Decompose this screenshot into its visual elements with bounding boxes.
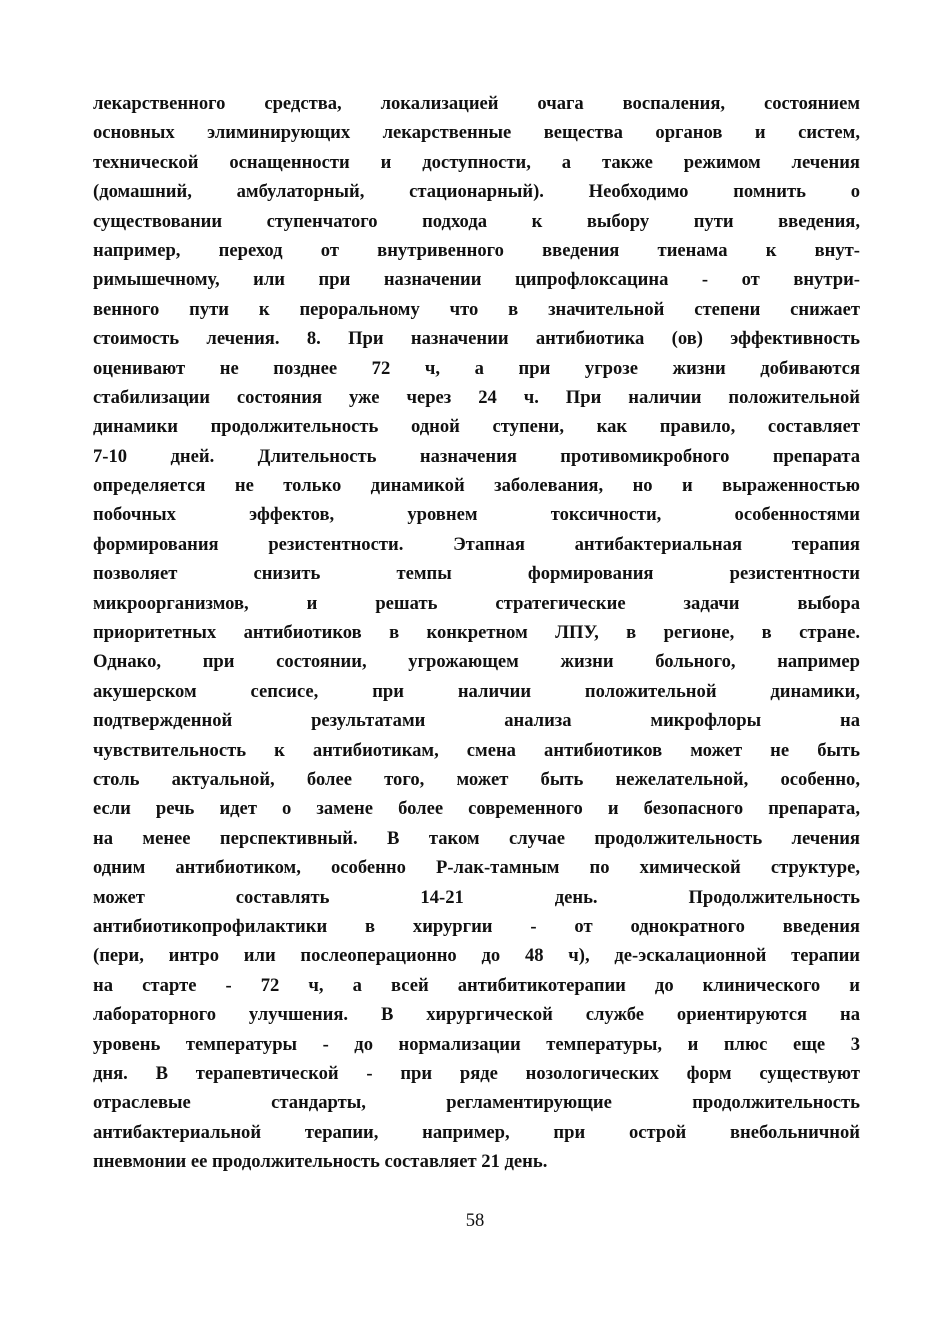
- page-number: 58: [465, 1210, 485, 1231]
- text-line: уровень температуры - до нормализации температуры, и плюс еще 3: [93, 1033, 860, 1055]
- text-line: лабораторного улучшения. В хирургической службе ориентируются на: [93, 1004, 860, 1026]
- text-line: дня. В терапевтической - при ряде нозологических форм существуют: [93, 1062, 860, 1084]
- text-line: определяется не только динамикой заболевания, но и выраженностью: [93, 475, 860, 497]
- text-line: лекарственного средства, локализацией очага воспаления, состоянием: [93, 93, 860, 114]
- text-line: (домашний, амбулаторный, стационарный). Необходимо помнить о: [93, 181, 860, 203]
- text-line: (пери, интро или послеоперационно до 48 ч), де-эскалационной терапии: [93, 945, 860, 967]
- text-line: римышечному, или при назначении ципрофлоксацина - от внутри-: [93, 269, 860, 291]
- text-line: на менее перспективный. В таком случае продолжительность лечения: [93, 827, 860, 849]
- text-line: пневмонии ее продолжительность составляет 21 день.: [93, 1151, 548, 1173]
- body-paragraph: [93, 89, 860, 1176]
- text-line: подтвержденной результатами анализа микрофлоры на: [93, 710, 860, 732]
- text-line: динамики продолжительность одной ступени, как правило, составляет: [93, 416, 860, 438]
- text-line: побочных эффектов, уровнем токсичности, особенностями: [93, 504, 860, 526]
- text-line: основных элиминирующих лекарственные вещества органов и систем,: [93, 122, 860, 144]
- text-line: акушерском сепсисе, при наличии положительной динамики,: [93, 680, 860, 702]
- text-line: на старте - 72 ч, а всей антибитикотерапии до клинического и: [93, 974, 860, 996]
- text-line: отраслевые стандарты, регламентирующие продолжительность: [93, 1092, 860, 1114]
- text-line: существовании ступенчатого подхода к выбору пути введения,: [93, 210, 860, 232]
- text-line: технической оснащенности и доступности, а также режимом лечения: [93, 151, 860, 173]
- text-line: например, переход от внутривенного введения тиенама к внут-: [93, 239, 860, 261]
- text-line: если речь идет о замене более современного и безопасного препарата,: [93, 798, 860, 820]
- text-line: Однако, при состоянии, угрожающем жизни больного, например: [93, 651, 860, 673]
- text-line: антибиотикопрофилактики в хирургии - от однократного введения: [93, 915, 860, 937]
- text-line: микроорганизмов, и решать стратегические задачи выбора: [93, 592, 860, 614]
- text-line: может составлять 14-21 день. Продолжительность: [93, 886, 860, 908]
- text-line: позволяет снизить темпы формирования резистентности: [93, 563, 860, 585]
- text-line: приоритетных антибиотиков в конкретном ЛПУ, в регионе, в стране.: [93, 622, 860, 644]
- text-line: столь актуальной, более того, может быть нежелательной, особенно,: [93, 768, 860, 790]
- text-line: оценивают не позднее 72 ч, а при угрозе жизни добиваются: [93, 357, 860, 379]
- text-line: антибактериальной терапии, например, при острой внебольничной: [93, 1121, 860, 1143]
- text-line: стоимость лечения. 8. При назначении антибиотика (ов) эффективность: [93, 328, 860, 350]
- text-line: стабилизации состояния уже через 24 ч. При наличии положительной: [93, 386, 860, 408]
- text-line: формирования резистентности. Этапная антибактериальная терапия: [93, 533, 860, 555]
- text-line: чувствительность к антибиотикам, смена антибиотиков может не быть: [93, 739, 860, 761]
- text-line: одним антибиотиком, особенно Р-лак-тамным по химической структуре,: [93, 857, 860, 879]
- text-line: 7-10 дней. Длительность назначения противомикробного препарата: [93, 445, 860, 467]
- text-line: венного пути к пероральному что в значительной степени снижает: [93, 298, 860, 320]
